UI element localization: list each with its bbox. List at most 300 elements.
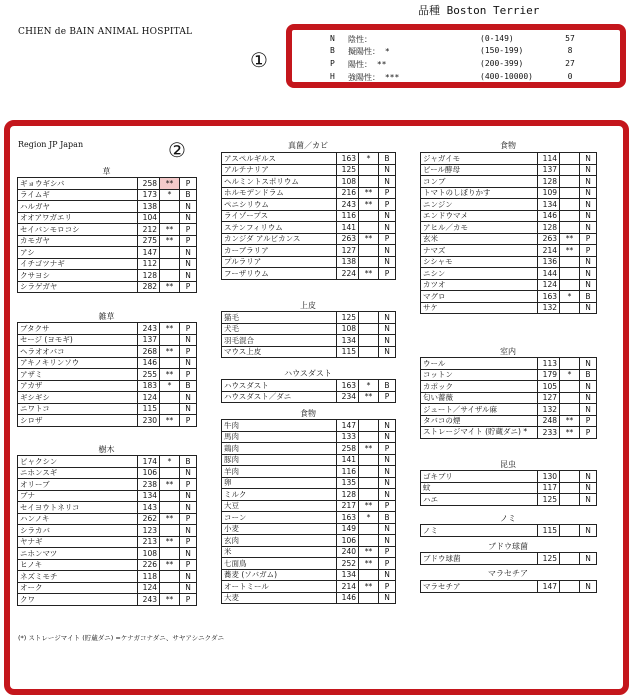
allergen-name: ニホンスギ <box>18 467 138 479</box>
allergen-name: アシ <box>18 247 138 259</box>
allergen-row <box>222 153 396 165</box>
allergen-row <box>222 569 396 581</box>
allergen-grade: P <box>180 224 197 236</box>
allergen-name: ステンフィリウム <box>222 222 337 234</box>
allergen-value: 130 <box>538 471 560 483</box>
section-title: ノミ <box>500 514 516 523</box>
allergen-mark <box>359 245 379 257</box>
allergen-mark <box>359 176 379 188</box>
allergen-mark <box>359 346 379 358</box>
allergen-grade: N <box>379 431 396 443</box>
allergen-value: 127 <box>538 392 560 404</box>
allergen-value: 132 <box>538 302 560 314</box>
allergen-name: ヤナギ <box>18 536 138 548</box>
allergen-grade: P <box>379 199 396 211</box>
allergen-grade: N <box>580 199 597 211</box>
allergen-name: ホルモデンドラム <box>222 187 337 199</box>
allergen-row <box>421 525 597 537</box>
allergen-mark <box>560 392 580 404</box>
allergen-mark: ** <box>160 281 180 293</box>
allergen-grade: N <box>180 490 197 502</box>
allergen-grade: N <box>580 256 597 268</box>
section-title: 昆虫 <box>500 460 516 469</box>
allergen-row <box>18 571 197 583</box>
allergen-value: 183 <box>138 380 160 392</box>
allergen-value: 123 <box>138 525 160 537</box>
allergen-value: 112 <box>138 258 160 270</box>
allergen-mark: ** <box>359 233 379 245</box>
allergen-mark <box>560 210 580 222</box>
allergen-value: 124 <box>138 582 160 594</box>
allergen-row <box>18 415 197 427</box>
allergen-grade: N <box>379 454 396 466</box>
allergen-row <box>18 323 197 335</box>
allergen-row <box>222 420 396 432</box>
allergen-value: 105 <box>538 381 560 393</box>
allergen-row <box>18 235 197 247</box>
allergen-row <box>222 346 396 358</box>
allergen-mark <box>560 581 580 593</box>
allergen-row <box>18 582 197 594</box>
allergen-name: クサヨシ <box>18 270 138 282</box>
allergen-row <box>421 222 597 234</box>
allergen-mark: ** <box>359 199 379 211</box>
section-title: ブドウ球菌 <box>488 542 528 551</box>
allergen-mark <box>560 256 580 268</box>
allergen-name: 蚊 <box>421 482 538 494</box>
allergen-mark: ** <box>560 427 580 439</box>
allergen-row <box>18 369 197 381</box>
allergen-value: 275 <box>138 235 160 247</box>
allergen-mark: * <box>160 380 180 392</box>
allergen-grade: N <box>379 346 396 358</box>
summary-range: (400-10000) <box>480 72 533 81</box>
allergen-name: シラゲガヤ <box>18 281 138 293</box>
allergen-name: ミルク <box>222 489 337 501</box>
allergen-value: 214 <box>337 581 359 593</box>
allergen-row <box>18 281 197 293</box>
circle-number-1: ① <box>250 48 268 72</box>
allergen-row <box>18 559 197 571</box>
allergen-grade: P <box>180 178 197 190</box>
allergen-value: 141 <box>337 454 359 466</box>
section-title: マラセチア <box>488 569 528 578</box>
allergen-value: 125 <box>538 553 560 565</box>
allergen-row <box>222 500 396 512</box>
allergen-name: カモガヤ <box>18 235 138 247</box>
allergen-value: 179 <box>538 369 560 381</box>
allergen-mark: ** <box>359 546 379 558</box>
allergen-name: 蕎麦 (ソバガム) <box>222 569 337 581</box>
allergen-grade: N <box>379 592 396 604</box>
allergen-row <box>421 268 597 280</box>
allergen-value: 163 <box>538 291 560 303</box>
allergen-name: ブナ <box>18 490 138 502</box>
allergen-value: 147 <box>138 247 160 259</box>
allergen-value: 238 <box>138 479 160 491</box>
allergen-grade: N <box>180 270 197 282</box>
allergen-grade: N <box>180 525 197 537</box>
footnote: (*) ストレージマイト (貯蔵ダニ) =ケナガコナダニ、サヤアシニクダニ <box>18 634 224 642</box>
allergen-value: 163 <box>337 153 359 165</box>
allergen-grade: N <box>180 258 197 270</box>
allergen-grade: P <box>180 513 197 525</box>
allergen-name: タバコの煙 <box>421 415 538 427</box>
allergen-row <box>222 233 396 245</box>
allergen-row <box>421 553 597 565</box>
allergen-name: ハルガヤ <box>18 201 138 213</box>
allergen-grade: N <box>180 582 197 594</box>
allergen-name: アキノキリンソウ <box>18 357 138 369</box>
allergen-grade: N <box>580 268 597 280</box>
allergen-grade: N <box>180 467 197 479</box>
allergen-value: 125 <box>337 164 359 176</box>
allergen-row <box>18 178 197 190</box>
allergen-name: 七面鳥 <box>222 558 337 570</box>
summary-row <box>330 34 580 46</box>
allergen-name: 羊肉 <box>222 466 337 478</box>
allergen-value: 109 <box>538 187 560 199</box>
allergen-grade: N <box>180 502 197 514</box>
allergen-row <box>222 245 396 257</box>
allergen-grade: N <box>379 222 396 234</box>
allergen-mark: ** <box>359 581 379 593</box>
allergen-row <box>222 535 396 547</box>
allergen-grade: N <box>379 489 396 501</box>
allergen-row <box>421 302 597 314</box>
allergen-grade: N <box>580 164 597 176</box>
allergen-mark <box>359 466 379 478</box>
allergen-value: 114 <box>538 153 560 165</box>
allergen-row <box>222 391 396 403</box>
allergen-grade: N <box>580 153 597 165</box>
allergen-name: ウール <box>421 358 538 370</box>
summary-code: P <box>330 59 335 68</box>
allergen-row <box>18 380 197 392</box>
allergen-value: 106 <box>138 467 160 479</box>
allergen-row <box>421 358 597 370</box>
allergen-grade: P <box>379 500 396 512</box>
allergen-row <box>18 224 197 236</box>
allergen-mark: * <box>359 512 379 524</box>
allergen-name: ニシン <box>421 268 538 280</box>
allergen-grade: P <box>580 233 597 245</box>
allergen-mark <box>560 494 580 506</box>
allergen-row <box>421 176 597 188</box>
allergen-row <box>222 546 396 558</box>
summary-code: H <box>330 72 335 81</box>
allergen-row <box>222 454 396 466</box>
allergen-mark <box>160 582 180 594</box>
allergen-row <box>222 477 396 489</box>
allergen-grade: N <box>580 392 597 404</box>
allergen-mark: * <box>359 153 379 165</box>
allergen-mark: ** <box>160 415 180 427</box>
allergen-name: 玄米 <box>421 233 538 245</box>
allergen-row <box>18 513 197 525</box>
allergen-name: ビール酵母 <box>421 164 538 176</box>
section-title: 草 <box>102 167 111 176</box>
allergen-value: 137 <box>138 334 160 346</box>
allergen-table <box>420 357 597 439</box>
allergen-value: 217 <box>337 500 359 512</box>
allergen-row <box>222 268 396 280</box>
summary-value: 8 <box>567 46 573 55</box>
allergen-grade: P <box>580 427 597 439</box>
allergen-mark <box>160 270 180 282</box>
allergen-mark: ** <box>160 479 180 491</box>
allergen-name: ヘルミントスポリウム <box>222 176 337 188</box>
allergen-grade: P <box>379 443 396 455</box>
summary-label: 陽性： ** <box>348 60 387 69</box>
section-title: 食物 <box>500 141 516 150</box>
section-title: 室内 <box>500 347 516 356</box>
allergen-grade: P <box>379 558 396 570</box>
allergen-value: 136 <box>538 256 560 268</box>
allergen-value: 174 <box>138 456 160 468</box>
allergen-mark: * <box>160 189 180 201</box>
allergen-grade: P <box>180 415 197 427</box>
summary-value: 0 <box>567 72 573 81</box>
allergen-mark <box>560 381 580 393</box>
allergen-name: オオアワガエリ <box>18 212 138 224</box>
allergen-mark <box>359 569 379 581</box>
allergen-grade: N <box>580 358 597 370</box>
allergen-grade: N <box>580 279 597 291</box>
summary-value: 27 <box>565 59 575 68</box>
allergen-grade: N <box>580 482 597 494</box>
allergen-row <box>421 291 597 303</box>
allergen-mark <box>359 210 379 222</box>
section-title: 雑草 <box>98 312 115 321</box>
allergen-table <box>420 552 597 565</box>
allergen-row <box>421 427 597 439</box>
summary-value: 57 <box>565 34 575 43</box>
allergen-row <box>222 164 396 176</box>
allergen-name: 米 <box>222 546 337 558</box>
allergen-name: 大麦 <box>222 592 337 604</box>
allergen-row <box>18 525 197 537</box>
allergen-value: 104 <box>138 212 160 224</box>
allergen-name: シラカバ <box>18 525 138 537</box>
allergen-mark <box>359 335 379 347</box>
allergen-grade: N <box>580 302 597 314</box>
allergen-value: 115 <box>138 403 160 415</box>
allergen-grade: P <box>180 559 197 571</box>
allergen-grade: N <box>180 357 197 369</box>
allergen-table <box>17 177 197 293</box>
allergen-row <box>18 594 197 606</box>
allergen-grade: N <box>379 245 396 257</box>
allergen-grade: P <box>580 415 597 427</box>
allergen-mark <box>160 571 180 583</box>
allergen-name: 犬毛 <box>222 323 337 335</box>
summary-range: (0-149) <box>480 34 514 43</box>
allergen-name: ノミ <box>421 525 538 537</box>
allergen-row <box>421 471 597 483</box>
allergen-row <box>222 581 396 593</box>
allergen-value: 243 <box>337 199 359 211</box>
allergen-value: 146 <box>138 357 160 369</box>
section-title: 樹木 <box>98 445 115 454</box>
allergen-name: コンブ <box>421 176 538 188</box>
allergen-name: エンドウマメ <box>421 210 538 222</box>
summary-row <box>330 59 580 71</box>
allergen-value: 262 <box>138 513 160 525</box>
allergen-value: 163 <box>337 380 359 392</box>
allergen-value: 263 <box>538 233 560 245</box>
allergen-value: 263 <box>337 233 359 245</box>
allergen-table <box>221 152 396 280</box>
allergen-name: マグロ <box>421 291 538 303</box>
allergen-row <box>18 467 197 479</box>
allergen-table <box>420 470 597 506</box>
allergen-mark: ** <box>160 346 180 358</box>
allergen-grade: P <box>180 346 197 358</box>
allergen-table <box>17 322 197 427</box>
allergen-mark <box>359 323 379 335</box>
allergen-name: ナマズ <box>421 245 538 257</box>
allergen-value: 128 <box>538 222 560 234</box>
allergen-value: 127 <box>337 245 359 257</box>
allergen-name: イチゴツナギ <box>18 258 138 270</box>
allergen-mark <box>560 482 580 494</box>
allergen-value: 255 <box>138 369 160 381</box>
allergen-row <box>421 279 597 291</box>
allergen-name: アスペルギルス <box>222 153 337 165</box>
allergen-grade: B <box>379 512 396 524</box>
allergen-grade: P <box>180 479 197 491</box>
allergen-name: ヒノキ <box>18 559 138 571</box>
allergen-row <box>18 346 197 358</box>
allergen-value: 124 <box>538 279 560 291</box>
allergen-mark: ** <box>560 233 580 245</box>
allergen-row <box>421 187 597 199</box>
allergen-value: 106 <box>337 535 359 547</box>
allergen-name: ハエ <box>421 494 538 506</box>
allergen-row <box>421 482 597 494</box>
allergen-grade: N <box>580 222 597 234</box>
allergen-row <box>222 512 396 524</box>
allergen-value: 141 <box>337 222 359 234</box>
allergen-name: コーン <box>222 512 337 524</box>
allergen-table <box>17 455 197 606</box>
allergen-row <box>18 258 197 270</box>
allergen-value: 108 <box>138 548 160 560</box>
allergen-grade: N <box>379 210 396 222</box>
allergen-value: 108 <box>337 323 359 335</box>
allergen-value: 258 <box>337 443 359 455</box>
summary-range: (200-399) <box>480 59 524 68</box>
allergen-mark <box>160 392 180 404</box>
allergen-grade: P <box>379 268 396 280</box>
allergen-grade: N <box>379 164 396 176</box>
allergen-mark <box>359 431 379 443</box>
allergen-grade: P <box>379 581 396 593</box>
allergen-value: 163 <box>337 512 359 524</box>
allergen-mark <box>160 212 180 224</box>
allergen-mark: ** <box>160 235 180 247</box>
allergen-table <box>420 524 597 537</box>
summary-row <box>330 46 580 58</box>
allergen-mark <box>160 490 180 502</box>
allergen-name: アヒル／カモ <box>421 222 538 234</box>
allergen-row <box>18 502 197 514</box>
allergen-name: セイヨウトネリコ <box>18 502 138 514</box>
allergen-grade: N <box>180 212 197 224</box>
allergen-grade: N <box>580 553 597 565</box>
allergen-row <box>18 270 197 282</box>
allergen-value: 233 <box>538 427 560 439</box>
allergen-mark: * <box>160 456 180 468</box>
summary-code: B <box>330 46 335 55</box>
allergen-name: ビャクシン <box>18 456 138 468</box>
allergen-value: 116 <box>337 210 359 222</box>
allergen-row <box>222 222 396 234</box>
allergen-name: ストレージマイト (貯蔵ダニ) * <box>421 427 538 439</box>
allergen-mark <box>359 312 379 324</box>
allergen-mark: ** <box>560 245 580 257</box>
allergen-mark <box>560 302 580 314</box>
allergen-mark: ** <box>160 594 180 606</box>
allergen-row <box>421 256 597 268</box>
allergen-mark <box>160 525 180 537</box>
section-title: 真菌／カビ <box>288 141 328 150</box>
allergen-value: 144 <box>538 268 560 280</box>
allergen-value: 258 <box>138 178 160 190</box>
allergen-row <box>222 523 396 535</box>
allergen-value: 213 <box>138 536 160 548</box>
allergen-row <box>18 334 197 346</box>
hospital-name: CHIEN de BAIN ANIMAL HOSPITAL <box>18 27 193 37</box>
allergen-grade: N <box>180 548 197 560</box>
allergen-grade: N <box>580 210 597 222</box>
allergen-name: ゴキブリ <box>421 471 538 483</box>
allergen-mark <box>560 525 580 537</box>
allergen-mark: ** <box>359 558 379 570</box>
allergen-value: 115 <box>538 525 560 537</box>
allergen-grade: P <box>379 391 396 403</box>
allergen-mark <box>160 403 180 415</box>
allergen-value: 146 <box>538 210 560 222</box>
allergen-row <box>421 153 597 165</box>
allergen-row <box>421 392 597 404</box>
summary-label: 陰性： <box>348 35 372 44</box>
allergen-mark: ** <box>160 513 180 525</box>
allergen-name: カポック <box>421 381 538 393</box>
allergen-table <box>420 580 597 593</box>
allergen-value: 216 <box>337 187 359 199</box>
allergen-name: ギョウギシバ <box>18 178 138 190</box>
section-title: ハウスダスト <box>284 369 332 378</box>
allergen-name: 鶏肉 <box>222 443 337 455</box>
allergen-value: 118 <box>138 571 160 583</box>
allergen-name: マラセチア <box>421 581 538 593</box>
allergen-value: 128 <box>337 489 359 501</box>
allergen-row <box>421 164 597 176</box>
allergen-grade: N <box>379 523 396 535</box>
allergen-table <box>221 311 396 358</box>
allergen-value: 117 <box>538 482 560 494</box>
allergen-value: 108 <box>337 176 359 188</box>
allergen-value: 134 <box>337 569 359 581</box>
allergen-mark <box>359 256 379 268</box>
allergen-row <box>222 323 396 335</box>
allergen-value: 135 <box>337 477 359 489</box>
allergen-name: シシャモ <box>421 256 538 268</box>
allergen-row <box>222 380 396 392</box>
allergen-name: マウス上皮 <box>222 346 337 358</box>
